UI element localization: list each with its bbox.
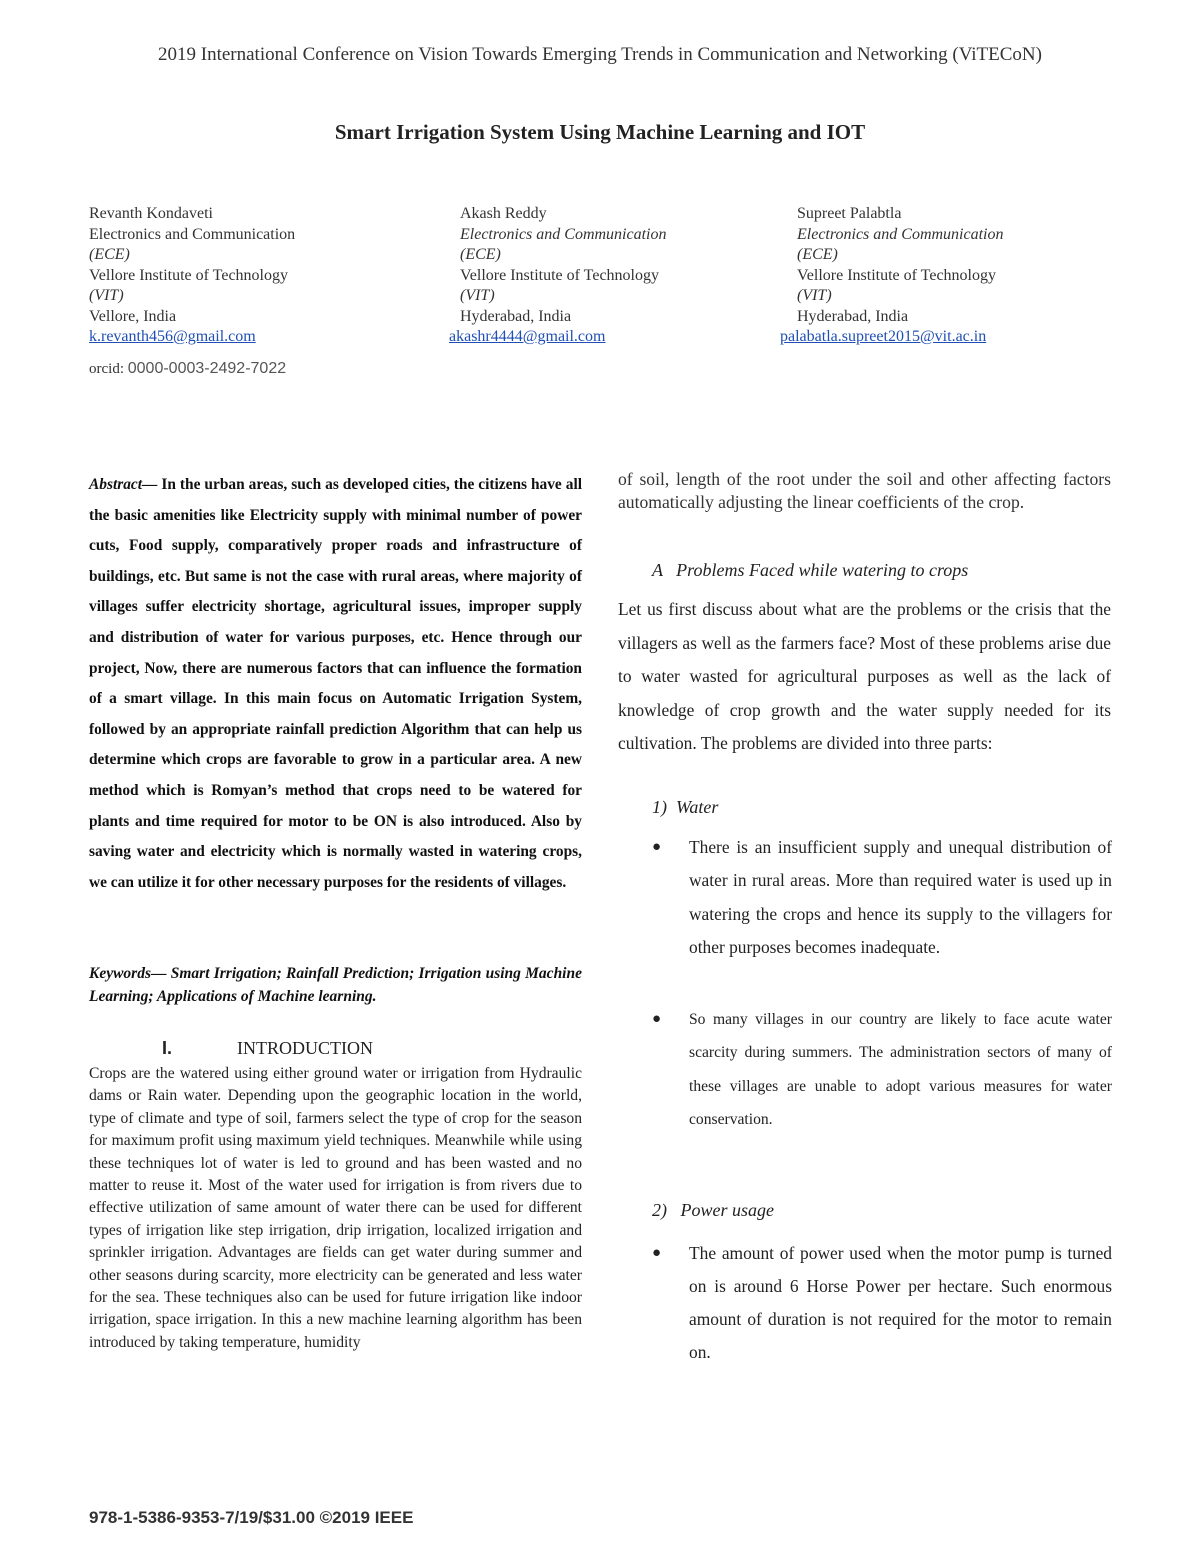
author-institution: Vellore Institute of Technology	[89, 266, 288, 284]
section-title: INTRODUCTION	[237, 1038, 373, 1058]
section-number: I.	[162, 1038, 173, 1058]
introduction-text: Crops are the watered using either ground water or irrigation from Hydraulic dams or Rain water. Depending upon the geographic location in the world, type of climate and type of soil, farmers select the type of crop for the season for maximum profit using maximum yield techniques. Meanwhile while using these techniques lot of water is led to ground and has been wasted and no matter to reuse it. Most of the water used for irrigation is from rivers due to effective utilization of same amount of water there can be used for different types of irrigation like step irrigation, drip irrigation, localized irrigation and sprinkler irrigation. Advantages are fields can get water during summer and other seasons during scarcity, more electricity can be generated and less water for the sea. These techniques also can be used for future irrigation like indoor irrigation, space irrigation. In this a new machine learning algorithm has been introduced by taking temperature, humidity	[89, 1065, 582, 1351]
abstract-text: In the urban areas, such as developed cities, the citizens have all the basic amenities like Electricity supply with minimal number of power cuts, Food supply, comparatively proper roads and infrastructure of buildings, etc. But same is not the case with rural areas, where majority of villages suffer electricity shortage, agricultural issues, improper supply and distribution of water for various purposes, etc. Hence through our project, Now, there are numerous factors that can influence the formation of a smart village. In this main focus on Automatic Irrigation System, followed by an appropriate rainfall prediction Algorithm that can help us determine which crops are favorable to grow in a particular area. A new method which is Romyan’s method that crops need to be watered for plants and time required for motor to be ON is also introduced. Also by saving water and electricity which is normally wasted in watering crops, we can utilize it for other necessary purposes for the residents of villages.	[89, 476, 582, 891]
paper-title: Smart Irrigation System Using Machine Learning and IOT	[334, 120, 866, 144]
author-location: Hyderabad, India	[797, 307, 909, 325]
subsection-power-heading: 2) Power usage	[652, 1200, 774, 1220]
bullet-text: The amount of power used when the motor pump is turned on is around 6 Horse Power per hectare. Such enormous amount of duration is not required for the motor to remain on.	[689, 1243, 1112, 1362]
orcid-label: orcid:	[89, 361, 124, 377]
author-department: Electronics and Communication	[89, 225, 296, 243]
copyright-footer: 978-1-5386-9353-7/19/$31.00 ©2019 IEEE	[89, 1508, 414, 1527]
author-block-1	[89, 204, 295, 348]
conference-header: 2019 International Conference on Vision Towards Emerging Trends in Communication and Networking (ViTECoN)	[158, 44, 1042, 65]
bullet-icon: ●	[652, 1245, 662, 1261]
author-institution: Vellore Institute of Technology	[460, 266, 659, 284]
bullet-text: There is an insufficient supply and unequal distribution of water in rural areas. More than required water is used up in watering the crops and hence its supply to the villagers for other purposes becomes inadequate.	[689, 837, 1112, 957]
bullet-item-1	[652, 831, 1112, 964]
author-institution-abbr: (VIT)	[89, 287, 124, 304]
keywords: Keywords— Smart Irrigation; Rainfall Prediction; Irrigation using Machine Learning; Applications of Machine learning.	[89, 965, 582, 1005]
author-department-abbr: (ECE)	[89, 246, 130, 263]
subsection-water-heading: 1) Water	[652, 797, 719, 817]
bullet-item-2	[652, 1003, 1112, 1137]
continuation-text: of soil, length of the root under the soil and other affecting factors automatically adjusting the linear coefficients of the crop.	[618, 469, 1111, 512]
bullet-icon: ●	[652, 1011, 662, 1027]
bullet-item-3	[652, 1237, 1112, 1369]
author-department-abbr: (ECE)	[797, 246, 838, 263]
author-name: Akash Reddy	[460, 205, 547, 222]
author-email-link[interactable]: k.revanth456@gmail.com	[89, 328, 256, 345]
author-department-abbr: (ECE)	[460, 246, 501, 263]
author-institution-abbr: (VIT)	[797, 287, 832, 304]
subsection-a-heading: A Problems Faced while watering to crops	[652, 560, 969, 580]
author-block-3	[780, 204, 1004, 348]
author-location: Vellore, India	[89, 307, 177, 325]
author-institution-abbr: (VIT)	[460, 287, 495, 304]
author-institution: Vellore Institute of Technology	[797, 266, 996, 284]
orcid-line	[89, 360, 286, 378]
abstract	[89, 470, 582, 898]
author-department: Electronics and Communication	[460, 225, 667, 243]
author-block-2	[449, 204, 667, 348]
author-department: Electronics and Communication	[797, 225, 1004, 243]
problems-paragraph: Let us first discuss about what are the problems or the crisis that the villagers as well as the farmers face? Most of these problems arise due to water wasted for agricultural purposes as well as the lack of knowledge of crop growth and the water supply needed for its cultivation. The problems are divided into three parts:	[618, 599, 1111, 754]
bullet-icon: ●	[652, 839, 662, 855]
abstract-dash: —	[142, 476, 158, 493]
abstract-label: Abstract	[89, 476, 143, 493]
author-name: Revanth Kondaveti	[89, 205, 213, 222]
bullet-text: So many villages in our country are likely to face acute water scarcity during summers. The administration sectors of many of these villages are unable to adopt various measures for water conservation.	[689, 1011, 1112, 1129]
author-email-link[interactable]: palabatla.supreet2015@vit.ac.in	[780, 328, 987, 345]
author-name: Supreet Palabtla	[797, 205, 902, 222]
author-location: Hyderabad, India	[460, 307, 572, 325]
orcid-value: 0000-0003-2492-7022	[127, 360, 287, 377]
author-email-link[interactable]: akashr4444@gmail.com	[449, 328, 606, 345]
